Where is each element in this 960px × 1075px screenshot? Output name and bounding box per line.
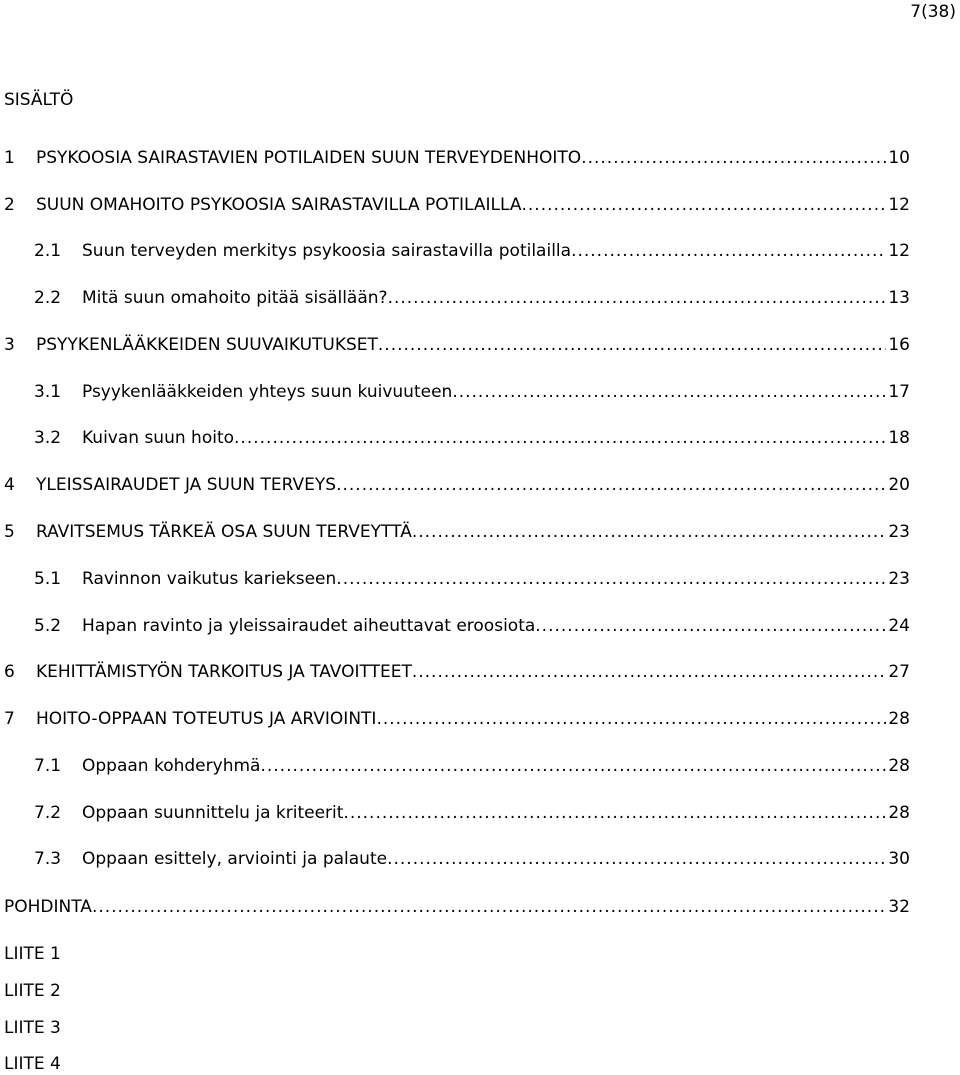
toc-entry-title: SUUN OMAHOITO PSYKOOSIA SAIRASTAVILLA POTILAILLA: [36, 195, 522, 215]
toc-entry[interactable]: [4, 522, 910, 546]
toc-entry-page: 30: [888, 849, 910, 869]
toc-entry-title: Kuivan suun hoito: [82, 428, 235, 448]
toc-entry-title: Ravinnon vaikutus kariekseen: [82, 569, 337, 589]
toc-entry[interactable]: [4, 662, 910, 686]
toc-entry[interactable]: [34, 849, 910, 873]
toc-entry-number: 2.2: [34, 288, 62, 308]
toc-entry-page: 16: [888, 335, 910, 355]
toc-entry[interactable]: [34, 288, 910, 312]
toc-entry[interactable]: [4, 195, 910, 219]
toc-entry-number: 3.2: [34, 428, 62, 448]
toc-entry-page: 12: [888, 241, 910, 261]
toc-leader-dots: [376, 709, 886, 729]
toc-leader-dots: [336, 569, 886, 589]
toc-entry-number: 7.1: [34, 756, 62, 776]
toc-entry-title: Suun terveyden merkitys psykoosia sairastavilla potilailla: [82, 241, 572, 261]
toc-entry-title: Hapan ravinto ja yleissairaudet aiheuttavat eroosiota: [82, 616, 536, 636]
toc-leader-dots: [571, 241, 886, 261]
toc-leader-dots: [388, 288, 887, 308]
toc-entry-number: 3: [4, 335, 15, 355]
toc-entry-number: 7: [4, 709, 15, 729]
toc-entry-number: 4: [4, 475, 15, 495]
toc-leader-dots: [387, 849, 886, 869]
toc-leader-dots: [521, 195, 886, 215]
toc-leader-dots: [260, 756, 886, 776]
toc-entry[interactable]: [34, 803, 910, 827]
appendix-item: LIITE 2: [4, 981, 61, 1001]
toc-entry-number: 1: [4, 148, 15, 168]
toc-entry[interactable]: [4, 148, 910, 172]
toc-entry-title: Psyykenlääkkeiden yhteys suun kuivuuteen: [82, 382, 453, 402]
toc-entry[interactable]: [4, 475, 910, 499]
toc-entry-page: 24: [888, 616, 910, 636]
toc-entry-number: 7.3: [34, 849, 62, 869]
toc-entry-page: 18: [888, 428, 910, 448]
toc-entry-page: 17: [888, 382, 910, 402]
toc-entry-title: PSYKOOSIA SAIRASTAVIEN POTILAIDEN SUUN TERVEYDENHOITO: [36, 148, 582, 168]
toc-entry-number: 6: [4, 662, 15, 682]
toc-entry-title: PSYYKENLÄÄKKEIDEN SUUVAIKUTUKSET: [36, 335, 378, 355]
toc-entry[interactable]: [34, 616, 910, 640]
toc-entry-title: Oppaan suunnittelu ja kriteerit: [82, 803, 344, 823]
toc-leader-dots: [452, 382, 886, 402]
toc-entry-title: Mitä suun omahoito pitää sisällään?: [82, 288, 388, 308]
toc-leader-dots: [412, 522, 887, 542]
toc-entry-number: 3.1: [34, 382, 62, 402]
toc-entry-page: 32: [888, 897, 910, 917]
toc-entry[interactable]: [4, 897, 910, 921]
toc-entry[interactable]: [34, 756, 910, 780]
toc-leader-dots: [336, 475, 886, 495]
appendix-item: LIITE 3: [4, 1018, 61, 1038]
toc-leader-dots: [343, 803, 886, 823]
toc-entry[interactable]: [34, 569, 910, 593]
toc-entry-number: 5.2: [34, 616, 62, 636]
toc-entry-number: 5.1: [34, 569, 62, 589]
toc-entry-number: 2: [4, 195, 15, 215]
toc-entry-title: Oppaan kohderyhmä: [82, 756, 261, 776]
toc-entry-title: HOITO-OPPAAN TOTEUTUS JA ARVIOINTI: [36, 709, 377, 729]
toc-leader-dots: [535, 616, 886, 636]
toc-entry[interactable]: [4, 709, 910, 733]
toc-entry-page: 12: [888, 195, 910, 215]
toc-leader-dots: [92, 897, 886, 917]
toc-leader-dots: [581, 148, 886, 168]
appendix-item: LIITE 4: [4, 1054, 61, 1074]
toc-leader-dots: [234, 428, 886, 448]
toc-entry-title: KEHITTÄMISTYÖN TARKOITUS JA TAVOITTEET: [36, 662, 412, 682]
toc-entry-page: 10: [888, 148, 910, 168]
toc-entry-title: POHDINTA: [4, 897, 92, 917]
toc-entry-number: 7.2: [34, 803, 62, 823]
toc-entry-page: 23: [888, 569, 910, 589]
toc-entry[interactable]: [4, 335, 910, 359]
toc-entry-page: 27: [888, 662, 910, 682]
toc-leader-dots: [378, 335, 886, 355]
page-number: 7(38): [910, 2, 956, 22]
appendix-item: LIITE 1: [4, 944, 61, 964]
toc-entry-page: 20: [888, 475, 910, 495]
toc-leader-dots: [412, 662, 887, 682]
toc-entry[interactable]: [34, 241, 910, 265]
toc-entry-page: 28: [888, 803, 910, 823]
toc-entry-page: 28: [888, 709, 910, 729]
toc-entry-page: 23: [888, 522, 910, 542]
toc-entry-number: 5: [4, 522, 15, 542]
toc-entry-number: 2.1: [34, 241, 62, 261]
toc-entry-title: YLEISSAIRAUDET JA SUUN TERVEYS: [36, 475, 337, 495]
toc-entry[interactable]: [34, 428, 910, 452]
toc-entry[interactable]: [34, 382, 910, 406]
toc-entry-title: Oppaan esittely, arviointi ja palaute: [82, 849, 388, 869]
toc-entry-page: 13: [888, 288, 910, 308]
toc-entry-page: 28: [888, 756, 910, 776]
toc-entry-title: RAVITSEMUS TÄRKEÄ OSA SUUN TERVEYTTÄ: [36, 522, 412, 542]
toc-heading: SISÄLTÖ: [4, 90, 74, 110]
